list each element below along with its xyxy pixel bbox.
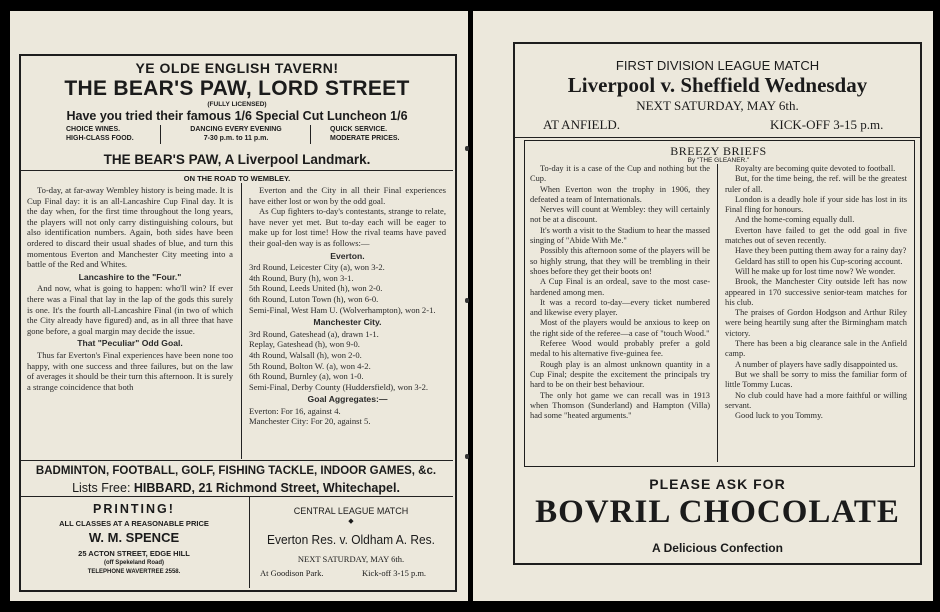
- briefs-col-2: [725, 164, 907, 421]
- match-rule: [515, 137, 920, 138]
- article-paragraph: Thus far Everton's Final experiences have been none too happy, with one success and three failures, but on the law of averages it should be their turn this afternoon. It is surely a strange coincidence that both: [27, 349, 233, 392]
- article-rule: [20, 460, 453, 461]
- article-col-1: [27, 185, 233, 392]
- tavern-landmark: THE BEAR'S PAW, A Liverpool Landmark.: [103, 152, 371, 167]
- brief-paragraph: A Cup Final is an ordeal, save to the most case-hardened among men.: [530, 277, 710, 297]
- printing-off: (off Spekeland Road): [103, 560, 164, 566]
- bovril-brand: BOVRIL CHOCOLATE: [535, 494, 900, 530]
- article-subheading: Manchester City.: [313, 317, 382, 328]
- briefs-col-1: [530, 164, 710, 421]
- brief-paragraph: Nerves will count at Wembley: they will certainly not be at a discount.: [530, 205, 710, 225]
- tavern-heading: YE OLDE ENGLISH TAVERN!: [135, 60, 339, 76]
- central-date: NEXT SATURDAY, MAY 6th.: [297, 554, 405, 564]
- tavern-title: THE BEAR'S PAW, LORD STREET: [64, 77, 410, 100]
- tavern-mid-line1: DANCING EVERY EVENING: [190, 126, 282, 133]
- printing-phone: TELEPHONE WAVERTREE 2558.: [87, 569, 181, 575]
- brief-paragraph: Most of the players would be anxious to keep on the right side of the referee—a case of "touch Wood.": [530, 318, 710, 338]
- tavern-left-line2: HIGH-CLASS FOOD.: [66, 135, 134, 142]
- tavern-divider-left: [160, 125, 161, 144]
- article-paragraph: And now, what is going to happen: who'll win? If ever there was a Final that lay in the lap of the gods this surely is one. It's the fourth all-Lancashire Final (in two of which the City already have figured) and, as in all three that have gone before, a goal margin may decide the issue.: [27, 283, 233, 336]
- result-line: 4th Round, Bury (h), won 3-1.: [249, 272, 354, 283]
- result-line: Manchester City: For 20, against 5.: [249, 416, 371, 427]
- brief-paragraph: There has been a big clearance sale in the Anfield camp.: [725, 339, 907, 359]
- brief-paragraph: Royalty are becoming quite devoted to football.: [735, 164, 896, 173]
- match-kickoff: KICK-OFF 3-15 p.m.: [770, 117, 884, 132]
- printing-name: W. M. SPENCE: [88, 530, 180, 545]
- brief-paragraph: Referee Wood would probably prefer a gold medal to his alternative five-guinea fee.: [530, 339, 710, 359]
- match-date: NEXT SATURDAY, MAY 6th.: [636, 98, 799, 113]
- result-line: 4th Round, Walsall (h), won 2-0.: [249, 349, 362, 360]
- article-col-2: [249, 185, 446, 427]
- briefs-title: BREEZY BRIEFS: [670, 144, 767, 158]
- briefs-byline: By "THE GLEANER.": [687, 157, 750, 164]
- result-line: 6th Round, Luton Town (h), won 6-0.: [249, 293, 379, 304]
- brief-paragraph: When Everton won the trophy in 1906, they defeated a team of Internationals.: [530, 184, 710, 204]
- staple-hole: [465, 298, 469, 303]
- bovril-ask: PLEASE ASK FOR: [649, 476, 786, 492]
- printing-address: 25 ACTON STREET, EDGE HILL: [78, 549, 190, 558]
- brief-paragraph: No club could have had a more faithful or willing servant.: [725, 390, 907, 410]
- hibbard-lists-label: Lists Free:: [72, 481, 131, 495]
- tavern-rule: [20, 170, 453, 171]
- brief-paragraph: The only hot game we can recall was in 1913 when Thomson (Sunderland) and Hampton (Villa) had some "heated arguments.": [530, 390, 710, 421]
- brief-paragraph: It's worth a visit to the Stadium to hear the massed singing of "Abide With Me.": [530, 225, 710, 246]
- brief-paragraph: Rough play is an almost unknown quantity in a Cup Final; despite the excitement the principals try hard to be on their best behaviour.: [530, 359, 710, 390]
- article-subheading: Goal Aggregates:—: [307, 394, 388, 405]
- brief-paragraph: But we shall be sorry to miss the familiar form of little Tommy Lucas.: [725, 369, 907, 390]
- result-line: 5th Round, Bolton W. (a), won 4-2.: [249, 360, 371, 371]
- brief-paragraph: A number of players have sadly disappointed us.: [735, 359, 898, 369]
- article-column-rule: [241, 183, 242, 459]
- match-teams: Liverpool v. Sheffield Wednesday: [567, 73, 868, 97]
- result-line: Semi-Final, West Ham U. (Wolverhampton), won 2-1.: [249, 304, 436, 315]
- brief-paragraph: Brook, the Manchester City outside left has now appeared in 170 successive senior-team matches for his club.: [725, 277, 907, 307]
- brief-paragraph: It was a record to-day—every ticket numbered and likewise every player.: [530, 297, 710, 318]
- central-venue: At Goodison Park.: [260, 568, 324, 578]
- tavern-licensed: (FULLY LICENSED): [207, 101, 267, 108]
- tavern-right-line1: QUICK SERVICE.: [330, 126, 388, 133]
- tavern-divider-right: [310, 125, 311, 144]
- central-kickoff: Kick-off 3-15 p.m.: [362, 568, 427, 578]
- bottom-divider: [249, 497, 250, 588]
- printing-heading: PRINTING!: [93, 502, 175, 516]
- article-title: ON THE ROAD TO WEMBLEY.: [183, 174, 291, 183]
- tavern-mid-line2: 7-30 p.m. to 11 p.m.: [203, 135, 269, 142]
- tavern-right-line2: MODERATE PRICES.: [330, 135, 400, 142]
- result-line: Semi-Final, Derby County (Huddersfield), won 3-2.: [249, 381, 429, 392]
- central-ornament: ◆: [348, 517, 354, 525]
- brief-paragraph: London is a deadly hole if your side has lost in its Final fling for honours.: [725, 194, 907, 215]
- staple-hole: [465, 146, 469, 151]
- hibbard-rule: [20, 496, 453, 497]
- printing-sub: ALL CLASSES AT A REASONABLE PRICE: [59, 519, 209, 528]
- brief-paragraph: And the home-coming equally dull.: [735, 215, 855, 225]
- bovril-tagline: A Delicious Confection: [652, 541, 783, 555]
- tavern-left-line1: CHOICE WINES.: [66, 126, 121, 133]
- brief-paragraph: Will he make up for lost time now? We wonder.: [735, 266, 896, 276]
- central-teams: Everton Res. v. Oldham A. Res.: [267, 532, 435, 547]
- result-line: 6th Round, Burnley (a), won 1-0.: [249, 371, 364, 382]
- article-paragraph: Everton and the City in all their Final experiences have either lost or won by the odd goal.: [249, 185, 446, 206]
- article-subheading: Everton.: [330, 250, 365, 261]
- result-line: Replay, Gateshead (h), won 9-0.: [249, 339, 360, 350]
- staple-hole: [465, 454, 469, 459]
- brief-paragraph: Everton have failed to get the odd goal in five matches out of seven recently.: [725, 225, 907, 246]
- result-line: 3rd Round, Gateshead (a), drawn 1-1.: [249, 328, 379, 339]
- hibbard-line1: BADMINTON, FOOTBALL, GOLF, FISHING TACKLE, INDOOR GAMES, &c.: [35, 465, 437, 477]
- hibbard-line2-wrap: [24, 481, 448, 495]
- match-venue: AT ANFIELD.: [543, 117, 621, 132]
- central-heading: CENTRAL LEAGUE MATCH: [293, 506, 409, 516]
- match-heading: FIRST DIVISION LEAGUE MATCH: [615, 58, 820, 73]
- brief-paragraph: Have they been putting them away for a rainy day?: [735, 246, 907, 256]
- brief-paragraph: Possibly this afternoon some of the players will be so highly strung, that they will be trembling in their shoes before they get their boots on!: [530, 246, 710, 276]
- brief-paragraph: To-day it is a case of the Cup and nothing but the Cup.: [530, 164, 710, 184]
- brief-paragraph: But, for the time being, the ref. will be the greatest ruler of all.: [725, 174, 907, 194]
- left-page: [10, 11, 468, 601]
- hibbard-address: HIBBARD, 21 Richmond Street, Whitechapel.: [133, 481, 400, 495]
- result-line: 5th Round, Leeds United (h), won 2-0.: [249, 283, 383, 294]
- right-page: [473, 11, 933, 601]
- brief-paragraph: The praises of Gordon Hodgson and Arthur Riley were being heartily sung after the Birmingham match victory.: [725, 308, 907, 338]
- article-subheading: Lancashire to the "Four.": [78, 271, 182, 282]
- brief-paragraph: Geldard has still to open his Cup-scoring account.: [735, 256, 903, 266]
- tavern-tagline: Have you tried their famous 1/6 Special Cut Luncheon 1/6: [66, 109, 408, 123]
- briefs-column-rule: [717, 164, 718, 462]
- result-line: Everton: For 16, against 4.: [249, 405, 341, 416]
- article-paragraph: As Cup fighters to-day's contestants, strange to relate, have never yet met. But to-day each will be eager to make up for lost time! How the rival teams have paved their goal-den way is as follows:—: [249, 206, 446, 248]
- article-paragraph: To-day, at far-away Wembley history is being made. It is Cup Final day: it is an all-Lancashire Cup Final day. It is the day when, for the first time throughout the long years, the players will not only carry distinguishing colours, but also identification numbers. Again, both sides have been ordered to discard their usual shades of blue, and turn this momentous Everton and Manchester City meeting into a battle of the Red and Whites.: [27, 185, 233, 270]
- result-line: 3rd Round, Leicester City (a), won 3-2.: [249, 262, 385, 273]
- article-subheading: That "Peculiar" Odd Goal.: [77, 338, 183, 349]
- brief-paragraph: Good luck to you Tommy.: [735, 411, 823, 421]
